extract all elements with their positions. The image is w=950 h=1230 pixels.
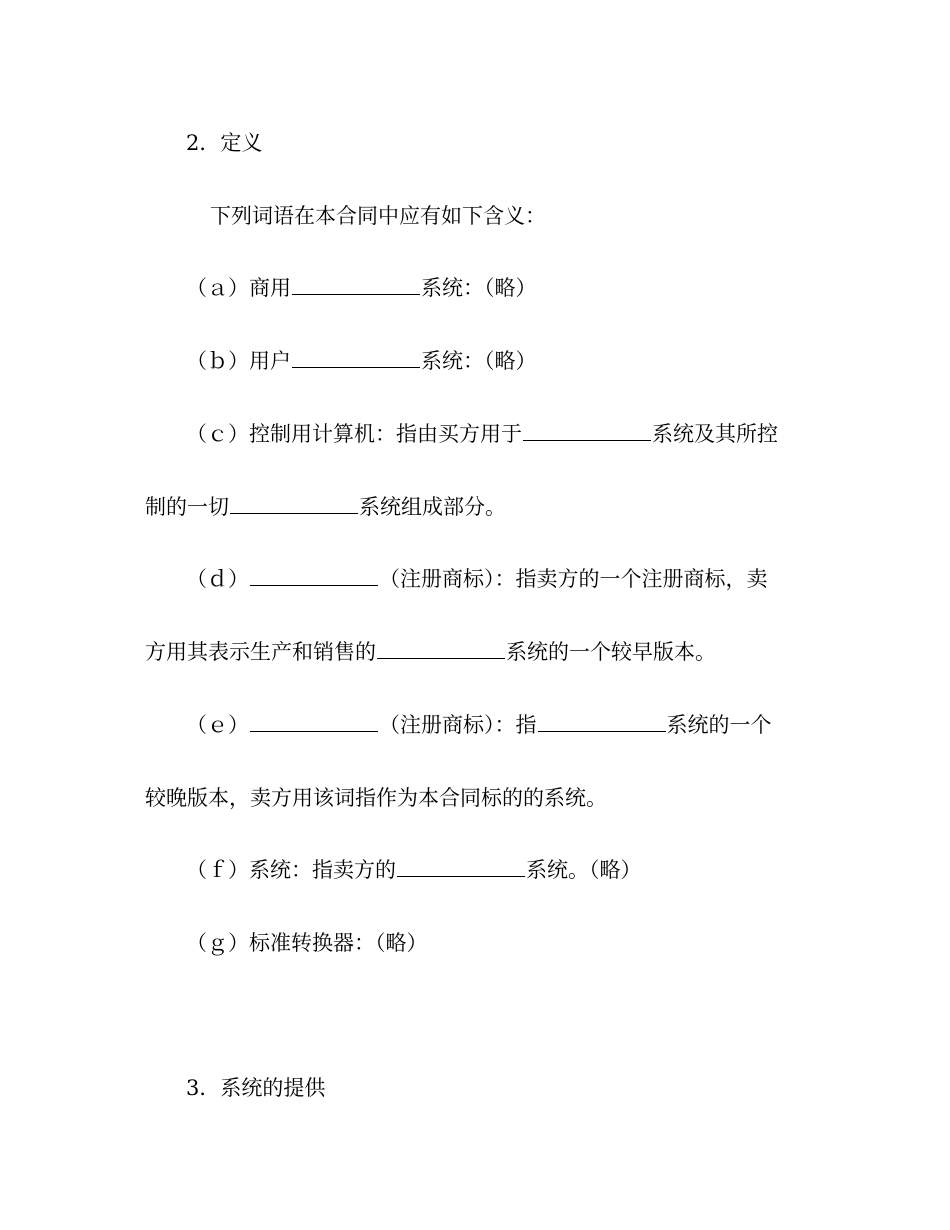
- definition-item-a: [0, 271, 950, 305]
- definition-item-d-continued: [0, 635, 950, 669]
- definition-item-f: [0, 853, 950, 887]
- fill-in-blank: [250, 565, 378, 586]
- item-b-prefix: （ｂ）用户: [186, 349, 291, 373]
- section-2-heading-text: 2．定义: [186, 131, 263, 155]
- item-a-prefix: （ａ）商用: [186, 276, 291, 300]
- fill-in-blank: [292, 274, 420, 295]
- fill-in-blank: [377, 638, 505, 659]
- fill-in-blank: [250, 711, 378, 732]
- item-a-suffix: 系统：（略）: [421, 276, 537, 300]
- item-f-prefix: （ｆ）系统：指卖方的: [186, 858, 396, 882]
- definitions-intro: [0, 199, 950, 233]
- section-3-heading-text: 3．系统的提供: [186, 1076, 326, 1100]
- definition-item-c-continued: [0, 490, 950, 524]
- section-3-heading: [0, 1071, 950, 1105]
- definition-item-d: [0, 562, 950, 596]
- item-e-prefix: （ｅ）: [186, 713, 249, 737]
- item-b-suffix: 系统：（略）: [421, 349, 537, 373]
- item-d-cont-prefix: 方用其表示生产和销售的: [145, 640, 376, 664]
- fill-in-blank: [397, 856, 525, 877]
- definition-item-g: [0, 926, 950, 960]
- item-d-suffix: （注册商标）：指卖方的一个注册商标，卖: [379, 567, 768, 591]
- item-g-text: （ｇ）标准转换器：（略）: [186, 931, 428, 955]
- item-c-cont-suffix: 系统组成部分。: [359, 495, 506, 519]
- item-c-suffix: 系统及其所控: [652, 422, 778, 446]
- fill-in-blank: [292, 347, 420, 368]
- definition-item-b: [0, 344, 950, 378]
- definitions-intro-text: 下列词语在本合同中应有如下含义：: [210, 204, 546, 228]
- item-c-prefix: （ｃ）控制用计算机：指由买方用于: [186, 422, 522, 446]
- fill-in-blank: [230, 493, 358, 514]
- section-2-heading: [0, 126, 950, 160]
- definition-item-e: [0, 708, 950, 742]
- item-f-suffix: 系统。（略）: [526, 858, 642, 882]
- item-d-prefix: （ｄ）: [186, 567, 249, 591]
- item-e-middle: （注册商标）：指: [379, 713, 537, 737]
- fill-in-blank: [523, 420, 651, 441]
- fill-in-blank: [538, 711, 666, 732]
- item-d-cont-suffix: 系统的一个较早版本。: [506, 640, 716, 664]
- item-e-suffix: 系统的一个: [666, 713, 772, 737]
- item-c-cont-prefix: 制的一切: [145, 495, 229, 519]
- item-e-cont-text: 较晚版本，卖方用该词指作为本合同标的的系统。: [145, 786, 607, 810]
- definition-item-e-continued: [0, 781, 950, 815]
- definition-item-c: [0, 417, 950, 451]
